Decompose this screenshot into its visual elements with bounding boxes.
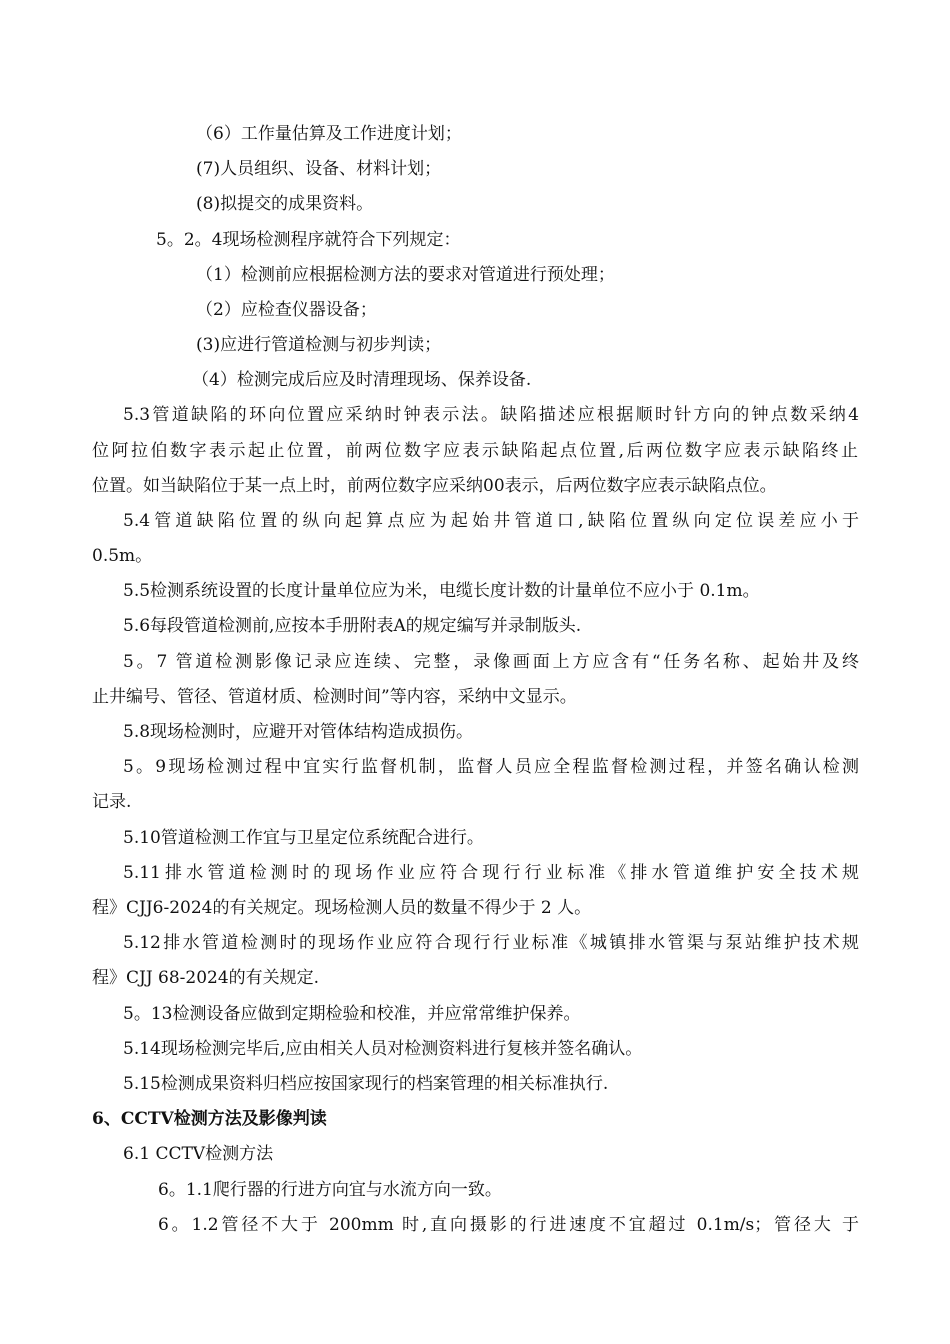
paragraph-line: 5.3管道缺陷的环向位置应采纳时钟表示法。缺陷描述应根据顺时针方向的钟点数采纳4: [123, 405, 859, 425]
paragraph-line: 5.14现场检测完毕后,应由相关人员对检测资料进行复核并签名确认。: [123, 1039, 643, 1059]
list-item: （2）应检查仪器设备；: [196, 300, 377, 320]
paragraph-line: 位阿拉伯数字表示起止位置，前两位数字应表示缺陷起点位置,后两位数字应表示缺陷终止: [92, 441, 858, 461]
chapter-heading: 6、CCTV检测方法及影像判读: [92, 1109, 327, 1129]
list-item: （6）工作量估算及工作进度计划；: [196, 124, 462, 144]
list-item: (7)人员组织、设备、材料计划；: [196, 159, 442, 179]
list-item: （1）检测前应根据检测方法的要求对管道进行预处理；: [196, 265, 615, 285]
section-heading: 5。2。4现场检测程序就符合下列规定：: [156, 230, 461, 250]
paragraph-line: 5.11排水管道检测时的现场作业应符合现行行业标准《排水管道维护安全技术规: [123, 863, 859, 883]
paragraph-line: 5。9现场检测过程中宜实行监督机制，监督人员应全程监督检测过程，并签名确认检测: [123, 757, 859, 777]
paragraph-line: 5.10管道检测工作宜与卫星定位系统配合进行。: [123, 828, 484, 848]
paragraph-line: 位置。如当缺陷位于某一点上时，前两位数字应采纳00表示，后两位数字应表示缺陷点位。: [92, 476, 777, 496]
paragraph-line: 6。1.1爬行器的行进方向宜与水流方向一致。: [158, 1180, 502, 1200]
paragraph-line: 5.12排水管道检测时的现场作业应符合现行行业标准《城镇排水管渠与泵站维护技术规: [123, 933, 859, 953]
paragraph-line: 5.4管道缺陷位置的纵向起算点应为起始井管道口,缺陷位置纵向定位误差应小于: [123, 511, 859, 531]
paragraph-line: 程》CJJ 68-2024的有关规定.: [92, 968, 320, 988]
subsection-heading: 6.1 CCTV检测方法: [123, 1144, 274, 1164]
paragraph-line: 5.5检测系统设置的长度计量单位应为米，电缆长度计数的计量单位不应小于 0.1m。: [123, 581, 760, 601]
paragraph-line: 5。13检测设备应做到定期检验和校准，并应常常维护保养。: [123, 1004, 581, 1024]
paragraph-line: 止井编号、管径、管道材质、检测时间”等内容，采纳中文显示。: [92, 687, 577, 707]
paragraph-line: 程》CJJ6-2024的有关规定。现场检测人员的数量不得少于 2 人。: [92, 898, 592, 918]
paragraph-line: 5.15检测成果资料归档应按国家现行的档案管理的相关标准执行.: [123, 1074, 609, 1094]
list-item: (3)应进行管道检测与初步判读；: [196, 335, 442, 355]
paragraph-line: 6。1.2管径不大于 200mm 时,直向摄影的行进速度不宜超过 0.1m/s；管径大 于: [158, 1215, 859, 1235]
paragraph-line: 0.5m。: [92, 546, 153, 566]
paragraph-line: 记录.: [92, 792, 132, 812]
paragraph-line: 5。7 管道检测影像记录应连续、完整，录像画面上方应含有“任务名称、起始井及终: [123, 652, 859, 672]
list-item: (8)拟提交的成果资料。: [196, 194, 374, 214]
list-item: （4）检测完成后应及时清理现场、保养设备.: [192, 370, 532, 390]
paragraph-line: 5.8现场检测时，应避开对管体结构造成损伤。: [123, 722, 474, 742]
paragraph-line: 5.6每段管道检测前,应按本手册附表A的规定编写并录制版头.: [123, 616, 582, 636]
